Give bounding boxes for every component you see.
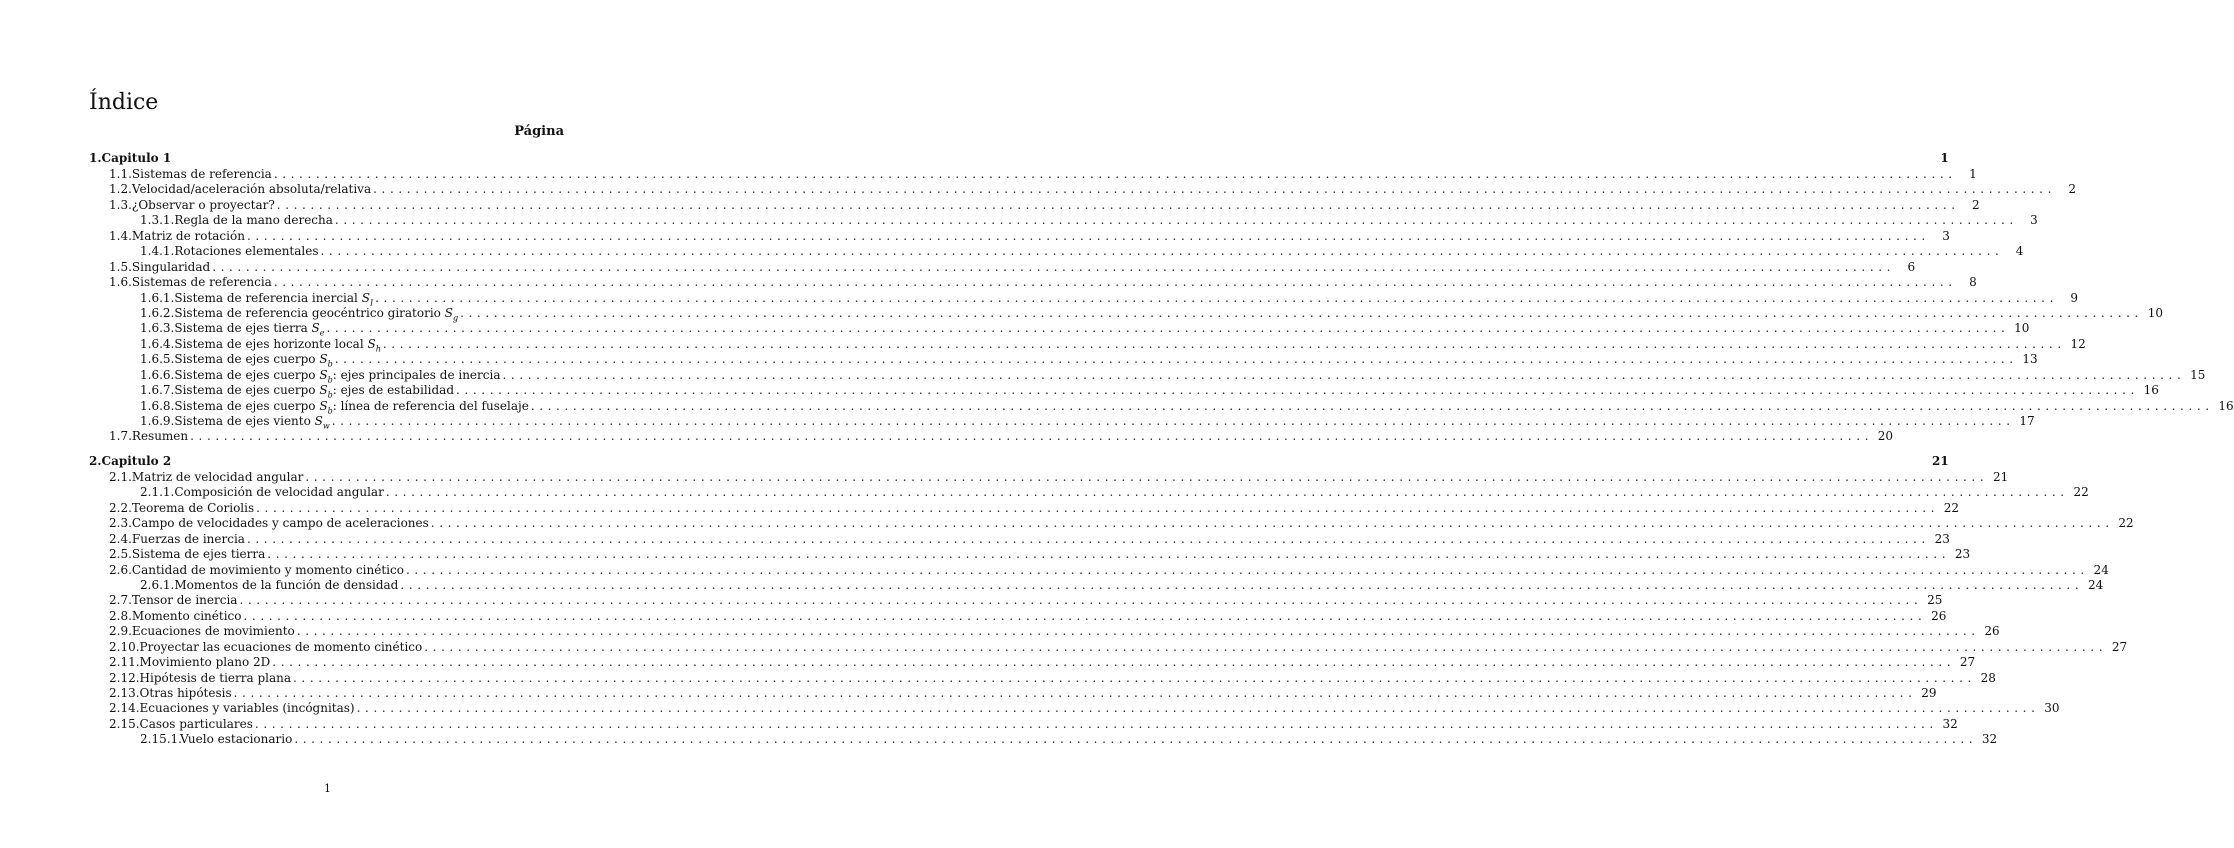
toc-entry-page: 9 [2070,290,2078,305]
toc-entry-title: Singularidad [131,259,211,274]
toc-entry-page: 2 [2068,182,2077,197]
toc-entry-number: 2.1. [109,469,132,484]
toc-entry-number: 1. [89,151,102,165]
toc-entry-number: 2.15. [109,716,140,731]
toc-entry-number: 2.5. [109,547,132,562]
toc-chapter[interactable] [89,150,1949,167]
toc-entry-title: Sistema de ejes cuerpo $S_b$: línea de referencia del fuselaje [174,398,529,415]
toc-entry-number: 1.6.3. [140,321,175,336]
toc-entry-page: 27 [1959,655,1976,670]
page-number: 1 [324,782,331,795]
toc-entry[interactable] [89,562,2109,578]
toc-entry-title: Sistema de ejes cuerpo $S_b$: ejes principales de inercia [174,367,501,385]
toc-entry-page: 29 [1921,686,1937,700]
toc-dot-leader: ........................................................................................................................................................................................................ [190,429,1874,444]
toc-entry[interactable] [89,352,2038,369]
toc-entry[interactable] [89,167,1977,182]
toc-entry-title: Regla de la mano derecha [174,213,333,228]
toc-dot-leader: ........................................................................................................................................................................................................ [246,531,1930,546]
toc-dot-leader: ........................................................................................................................................................................................................ [502,367,2186,382]
toc-entry-page: 1 [1940,151,1949,165]
toc-entry-page: 3 [2030,213,2038,228]
toc-entry-page: 26 [1984,624,2000,639]
toc-dot-leader: ........................................................................................................................................................................................................ [456,383,2139,398]
toc-dot-leader: ........................................................................................................................................................................................................ [373,182,2057,197]
toc-entry[interactable] [89,275,1977,290]
toc-entry[interactable] [89,593,1943,608]
toc-entry-page: 23 [1954,547,1971,562]
toc-dot-leader: ........................................................................................................................................................................................................ [405,562,2089,577]
toc-entry-page: 22 [1943,500,1960,515]
toc-entry-page: 23 [1934,531,1950,546]
toc-entry-page: 24 [2087,577,2104,592]
toc-dot-leader: ........................................................................................................................................................................................................ [239,593,1923,608]
toc-entry-title: Tensor de inercia [131,593,238,608]
toc-dot-leader: ........................................................................................................................................................................................................ [356,701,2040,716]
toc-entry-title: Resumen [131,429,189,444]
toc-entry-number: 2.2. [109,500,132,515]
toc-dot-leader: ........................................................................................................................................................................................................ [331,414,2015,428]
toc-entry[interactable] [89,531,1950,547]
toc-entry-title: Fuerzas de inercia [131,531,245,546]
toc-entry-number: 1.3. [109,197,132,212]
toc-entry-page: 25 [1927,593,1943,608]
toc-entry-number: 2.6. [109,562,132,577]
toc-entry[interactable] [89,228,1950,244]
toc-entry-number: 1.6.6. [140,367,175,382]
toc-entry-title: Otras hipótesis [139,686,232,700]
toc-dot-leader [173,453,1929,470]
toc-dot-leader: ........................................................................................................................................................................................................ [273,167,1957,181]
toc-entry-page: 1 [1969,167,1977,181]
toc-entry-page: 32 [1981,732,1998,747]
toc-entry[interactable] [89,716,1958,732]
toc-dot-leader: ........................................................................................................................................................................................................ [385,485,2069,500]
toc-dot-leader: ........................................................................................................................................................................................................ [254,716,1938,731]
toc-entry-page: 2 [1972,197,1980,212]
toc-entry-number: 1.6.8. [140,398,175,413]
toc-entry-title: Matriz de velocidad angular [131,469,304,484]
toc-entry-number: 1.6. [109,275,132,290]
toc-entry-number: 2.1.1. [140,485,175,500]
toc-entry-title: Sistema de referencia geocéntrico giratorio $S_g$ [174,305,459,323]
toc-entry-title: Capitulo 2 [101,453,172,468]
toc-entry-number: 2.4. [109,531,132,546]
toc-entry-number: 2. [89,453,102,468]
toc-entry-page: 13 [2022,352,2038,367]
toc-entry-title: Proyectar las ecuaciones de momento cinético [139,639,423,654]
toc-entry-number: 2.9. [109,624,132,639]
toc-entry-number: 2.12. [109,670,140,685]
toc-dot-leader: ........................................................................................................................................................................................................ [246,228,1930,243]
toc-entry-page: 21 [1932,453,1949,468]
toc-dot-leader: ........................................................................................................................................................................................................ [294,732,1978,747]
toc-entry-number: 2.10. [109,639,140,654]
toc-entry-number: 1.6.7. [140,383,175,398]
toc-chapter[interactable] [89,453,1949,470]
toc-dot-leader: ........................................................................................................................................................................................................ [305,469,1989,484]
toc-entry[interactable] [89,367,2206,385]
toc-entry-number: 1.5. [109,259,132,274]
toc-entry-number: 2.7. [109,593,132,608]
toc-dot-leader: ........................................................................................................................................................................................................ [460,305,2143,320]
toc-entry-page: 28 [1980,670,1996,685]
toc-entry-number: 2.15.1. [140,732,182,747]
toc-entry[interactable] [89,469,2009,485]
toc-entry-number: 2.11. [109,655,140,670]
toc-entry[interactable] [89,686,1937,701]
toc-entry-number: 1.6.4. [140,336,175,351]
toc-entry-title: Sistema de ejes tierra $S_e$ [174,321,325,338]
toc-entry[interactable] [89,577,2104,593]
toc-dot-leader: ........................................................................................................................................................................................................ [256,500,1940,515]
toc-dot-leader: ........................................................................................................................................................................................................ [267,547,1951,562]
toc-entry[interactable] [89,624,2000,639]
toc-entry[interactable] [89,290,2078,307]
toc-entry-title: Composición de velocidad angular [174,485,384,500]
toc-dot-leader: ........................................................................................................................................................................................................ [375,290,2058,305]
toc-dot-leader: ........................................................................................................................................................................................................ [293,670,1976,685]
toc-entry-title: Capitulo 1 [101,151,172,165]
toc-entry-page: 12 [2070,336,2086,351]
toc-entry[interactable] [89,182,2077,197]
page-title: Índice [89,90,159,115]
toc-entry[interactable] [89,259,1916,275]
toc-entry-number: 1.7. [109,429,132,444]
toc-entry-page: 32 [1942,716,1958,731]
toc-entry[interactable] [89,383,2159,400]
toc-entry-title: Sistemas de referencia [131,167,272,181]
toc-dot-leader: ........................................................................................................................................................................................................ [320,244,2004,259]
toc-entry[interactable] [89,639,2128,655]
toc-entry-number: 2.13. [109,686,140,700]
toc-entry-title: Sistema de ejes cuerpo $S_b$ [174,352,333,369]
toc-entry-page: 16 [2218,398,2234,413]
toc-entry-title: Sistema de ejes cuerpo $S_b$: ejes de estabilidad [174,383,455,400]
toc-entry[interactable] [89,655,1976,670]
toc-entry-title: Casos particulares [139,716,253,731]
toc-entry-number: 2.14. [109,701,140,716]
toc-entry-title: Momento cinético [131,608,242,623]
toc-entry-number: 2.8. [109,608,132,623]
toc-entry-title: Ecuaciones y variables (incógnitas) [139,701,355,716]
toc-entry-page: 16 [2143,383,2159,398]
toc-dot-leader: ........................................................................................................................................................................................................ [276,197,1960,212]
toc-dot-leader: ........................................................................................................................................................................................................ [430,516,2114,531]
toc-entry-page: 10 [2147,305,2163,320]
toc-entry[interactable] [89,701,2060,716]
toc-entry-page: 22 [2073,485,2089,500]
toc-entry-title: Sistema de ejes horizonte local $S_h$ [174,336,381,354]
toc-entry-page: 8 [1969,275,1977,290]
toc-entry[interactable] [89,670,1996,686]
toc-entry-title: Movimiento plano 2D [139,655,271,670]
toc-entry[interactable] [89,321,2030,338]
toc-entry-number: 1.6.5. [140,352,175,367]
toc-dot-leader: ........................................................................................................................................................................................................ [296,624,1980,639]
toc-entry[interactable] [89,485,2089,500]
toc-entry-title: Rotaciones elementales [174,244,319,259]
toc-entry-title: Teorema de Coriolis [131,500,255,515]
toc-entry-number: 1.6.2. [140,305,175,320]
toc-entry-title: ¿Observar o proyectar? [131,197,275,212]
toc-dot-leader: ........................................................................................................................................................................................................ [334,213,2018,228]
toc-entry-page: 10 [2014,321,2030,336]
toc-entry[interactable] [89,732,1998,747]
toc-entry-page: 30 [2044,701,2060,716]
toc-entry-number: 1.6.1. [140,290,175,305]
toc-entry-title: Sistema de ejes viento $S_w$ [174,414,330,431]
toc-entry[interactable] [89,500,1960,516]
toc-entry-title: Sistema de ejes tierra [131,547,266,562]
toc-dot-leader: ........................................................................................................................................................................................................ [382,336,2066,351]
toc-entry[interactable] [89,336,2086,354]
page-column-header: Página [514,124,564,139]
toc-entry-number: 2.3. [109,516,132,531]
toc-entry[interactable] [89,197,1980,213]
toc-dot-leader [173,150,1929,167]
toc-entry-page: 6 [1907,259,1916,274]
toc-entry-page: 26 [1931,608,1947,623]
toc-entry[interactable] [89,414,2035,431]
toc-entry[interactable] [89,547,1971,562]
toc-dot-leader: ........................................................................................................................................................................................................ [243,608,1927,623]
toc-entry-page: 17 [2019,414,2035,428]
toc-entry-title: Momentos de la función de densidad [174,577,399,592]
toc-dot-leader: ........................................................................................................................................................................................................ [233,686,1917,700]
toc-entry-title: Cantidad de movimiento y momento cinético [131,562,404,577]
toc-entry-number: 1.3.1. [140,213,175,228]
toc-entry-title: Vuelo estacionario [180,732,293,747]
toc-entry-title: Sistema de referencia inercial $S_I$ [174,290,374,307]
toc-dot-leader: ........................................................................................................................................................................................................ [272,655,1956,670]
toc-dot-leader: ........................................................................................................................................................................................................ [212,259,1896,274]
toc-entry-page: 15 [2190,367,2206,382]
toc-dot-leader: ........................................................................................................................................................................................................ [273,275,1957,290]
toc-entry-page: 24 [2093,562,2109,577]
toc-entry-title: Sistemas de referencia [131,275,272,290]
toc-entry-page: 27 [2111,639,2128,654]
toc-entry[interactable] [89,608,1947,624]
toc-dot-leader: ........................................................................................................................................................................................................ [424,639,2108,654]
toc-entry-number: 1.6.9. [140,414,175,428]
toc-dot-leader: ........................................................................................................................................................................................................ [530,398,2214,413]
toc-dot-leader: ........................................................................................................................................................................................................ [400,577,2084,592]
toc-entry-page: 20 [1877,429,1894,444]
table-of-contents [89,150,2234,748]
toc-entry-page: 4 [2015,244,2024,259]
toc-dot-leader: ........................................................................................................................................................................................................ [326,321,2010,336]
toc-entry-title: Matriz de rotación [131,228,245,243]
toc-entry-number: 1.1. [109,167,132,181]
toc-entry[interactable] [89,516,2134,531]
toc-entry-page: 22 [2118,516,2134,531]
toc-entry-title: Campo de velocidades y campo de aceleraciones [131,516,429,531]
toc-entry-page: 21 [1992,469,2009,484]
toc-entry[interactable] [89,398,2234,415]
toc-entry-number: 1.4. [109,228,132,243]
toc-entry-number: 2.6.1. [140,577,175,592]
toc-entry-title: Velocidad/aceleración absoluta/relativa [131,182,372,197]
toc-entry-number: 1.2. [109,182,132,197]
toc-entry-title: Hipótesis de tierra plana [139,670,292,685]
toc-entry-number: 1.4.1. [140,244,175,259]
toc-entry-title: Ecuaciones de movimiento [131,624,295,639]
toc-entry[interactable] [89,244,2024,259]
toc-entry[interactable] [89,213,2038,228]
toc-entry[interactable] [89,429,1894,444]
toc-entry-page: 3 [1942,228,1950,243]
toc-entry[interactable] [89,305,2163,323]
toc-dot-leader: ........................................................................................................................................................................................................ [334,352,2018,367]
